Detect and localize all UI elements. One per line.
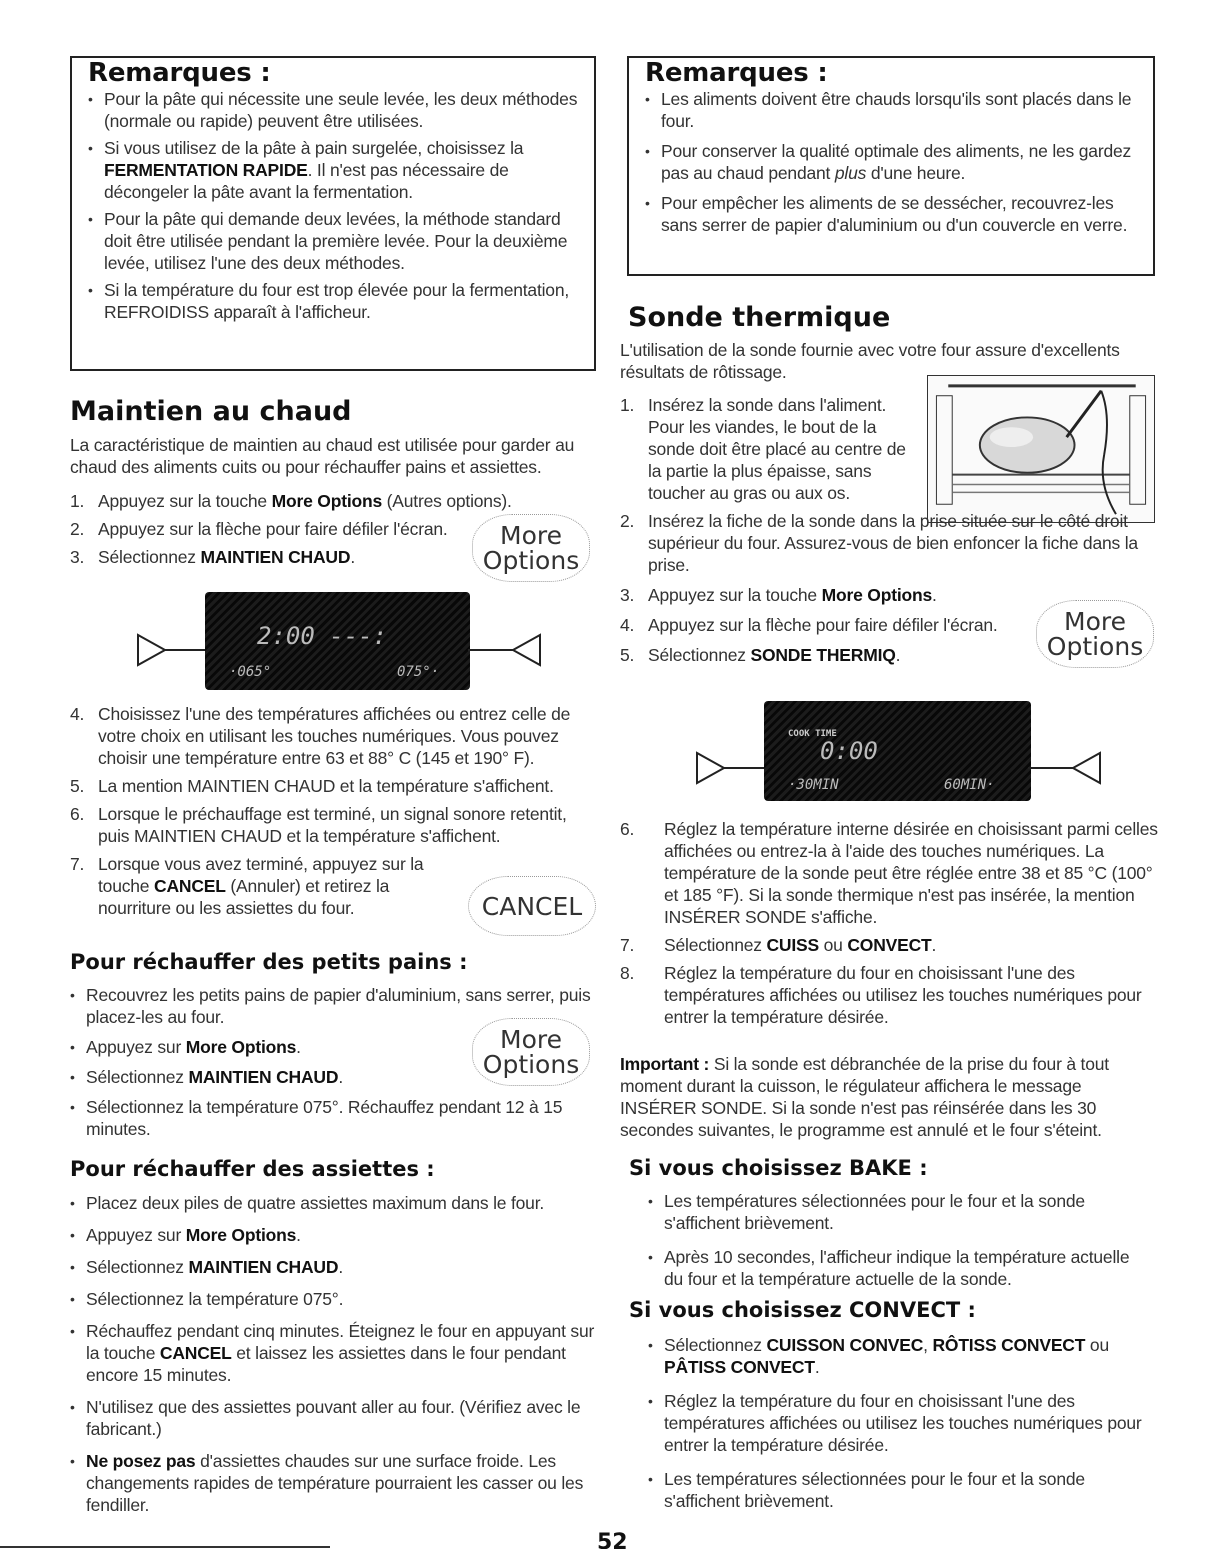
- list-item: 7. Lorsque vous avez terminé, appuyez sur la touche CANCEL (Annuler) et retirez la nourriture ou les assiettes du four.: [70, 854, 424, 918]
- key-label: Options: [482, 546, 580, 575]
- list-item: • Si la température du four est trop élevée pour la fermentation, REFROIDISS apparaît à l'afficheur.: [88, 279, 582, 323]
- right-notes-title: Remarques :: [645, 58, 828, 88]
- display-left-time: ·30MIN: [788, 777, 839, 793]
- oven-display: [205, 592, 470, 690]
- list-item: 7. Sélectionnez CUISS ou CONVECT.: [620, 935, 937, 955]
- list-item: 4. Choisissez l'une des températures affichées ou entrez celle de votre choix en utilisant les touches numériques. Vous pouvez choisir une température entre 63 et 88° C (145 et 190° F).: [70, 704, 571, 768]
- key-label: Options: [1046, 632, 1144, 661]
- important-note: Important : Si la sonde est débranchée de la prise du four à tout moment durant la cuisson, le régulateur affichera le message INSÉRER SONDE. Si la sonde n'est pas réinsérée dans les 30 secondes suivantes, le programme est annulé et le four s'éteint.: [620, 1054, 1109, 1140]
- display-left-temp: ·065°: [229, 664, 272, 680]
- right-arrow-icon: [468, 630, 543, 670]
- list-item: • Réchauffez pendant cinq minutes. Éteignez le four en appuyant sur la touche CANCEL et laissez les assiettes dans le four pendant encore 15 minutes.: [70, 1320, 600, 1386]
- left-arrow-icon: [135, 630, 210, 670]
- bake-title: Si vous choisissez BAKE :: [629, 1156, 928, 1180]
- maintien-steps-a: [70, 490, 512, 574]
- list-item: 6. Lorsque le préchauffage est terminé, un signal sonore retentit, puis MAINTIEN CHAUD et la température s'affichent.: [70, 804, 567, 846]
- key-label: More: [1064, 607, 1126, 636]
- list-item: 4. Appuyez sur la flèche pour faire défiler l'écran.: [620, 615, 998, 635]
- display-label: COOK TIME: [788, 729, 837, 739]
- list-item: • Pour empêcher les aliments de se dessécher, recouvrez-les sans serrer de papier d'aluminium ou d'un couvercle en verre.: [645, 192, 1141, 236]
- list-item: • Les températures sélectionnées pour le four et la sonde s'affichent brièvement.: [648, 1190, 1138, 1234]
- assiettes-title: Pour réchauffer des assiettes :: [70, 1157, 435, 1181]
- sonde-title: Sonde thermique: [628, 302, 891, 333]
- list-item: • Pour conserver la qualité optimale des aliments, ne les gardez pas au chaud pendant plus d'une heure.: [645, 140, 1141, 184]
- cancel-key[interactable]: CANCEL: [468, 876, 596, 936]
- right-notes-box: [627, 56, 1155, 276]
- bake-list: [648, 1190, 1138, 1295]
- more-options-key[interactable]: [472, 514, 590, 582]
- sonde-intro: L'utilisation de la sonde fournie avec votre four assure d'excellents résultats de rôtissage.: [620, 340, 1120, 382]
- convect-title: Si vous choisissez CONVECT :: [629, 1298, 976, 1322]
- list-item: • Les aliments doivent être chauds lorsqu'ils sont placés dans le four.: [645, 88, 1141, 132]
- page-number: 52: [597, 1530, 628, 1549]
- list-item: • Appuyez sur More Options.: [70, 1224, 600, 1246]
- list-item: • Pour la pâte qui nécessite une seule levée, les deux méthodes (normale ou rapide) peuvent être utilisées.: [88, 88, 582, 132]
- list-item: 3. Appuyez sur la touche More Options.: [620, 585, 937, 605]
- list-item: • Si vous utilisez de la pâte à pain surgelée, choisissez la FERMENTATION RAPIDE. Il n'est pas nécessaire de décongeler la pâte avant la fermentation.: [88, 137, 582, 203]
- display-right-temp: 075°·: [397, 664, 440, 680]
- left-arrow-icon: [694, 748, 769, 788]
- left-notes-title: Remarques :: [88, 58, 271, 88]
- display-time: 0:00: [820, 737, 878, 765]
- list-item: 5. Sélectionnez SONDE THERMIQ.: [620, 645, 901, 665]
- list-item: • Appuyez sur More Options.: [70, 1036, 595, 1058]
- list-item: • Après 10 secondes, l'afficheur indique la température actuelle du four et la température actuelle de la sonde.: [648, 1246, 1138, 1290]
- convect-list: [648, 1334, 1148, 1517]
- list-item: 1. Insérez la sonde dans l'aliment. Pour les viandes, le bout de la sonde doit être placé au centre de la partie la plus épaisse, sans toucher au gras ou aux os.: [620, 395, 906, 503]
- more-options-key[interactable]: [1036, 600, 1154, 668]
- maintien-title: Maintien au chaud: [70, 396, 352, 427]
- list-item: 8. Réglez la température du four en choisissant l'une des températures affichées ou utilisez les touches numériques pour entrer la température désirée.: [620, 963, 1142, 1027]
- list-item: • Sélectionnez la température 075°. Réchauffez pendant 12 à 15 minutes.: [70, 1096, 595, 1140]
- key-label: More: [500, 1025, 562, 1054]
- list-item: • Les températures sélectionnées pour le four et la sonde s'affichent brièvement.: [648, 1468, 1148, 1512]
- list-item: • Placez deux piles de quatre assiettes maximum dans le four.: [70, 1192, 600, 1214]
- list-item: 6. Réglez la température interne désirée en choisissant parmi celles affichées ou entrez-la à l'aide des touches numériques. La température de la sonde peut être réglée entre 38 et 85 °C (100° et 185 °F). Si la sonde thermique n'est pas insérée, la mention INSÉRER SONDE s'affiche.: [620, 819, 1158, 927]
- key-label: Options: [482, 1050, 580, 1079]
- list-item: • N'utilisez que des assiettes pouvant aller au four. (Vérifiez avec le fabricant.): [70, 1396, 600, 1440]
- display-right-time: 60MIN·: [944, 777, 995, 793]
- assiettes-list: [70, 1192, 600, 1521]
- list-item: • Sélectionnez la température 075°.: [70, 1288, 600, 1310]
- key-label: More: [500, 521, 562, 550]
- list-item: • Pour la pâte qui demande deux levées, la méthode standard doit être utilisée pendant la première levée. Pour la deuxième levée, utilisez l'une des deux méthodes.: [88, 208, 582, 274]
- list-item: 1. Appuyez sur la touche More Options (Autres options).: [70, 491, 512, 511]
- more-options-key[interactable]: [472, 1018, 590, 1086]
- left-notes-list: [88, 88, 582, 323]
- petits-pains-title: Pour réchauffer des petits pains :: [70, 950, 468, 974]
- list-item: 3. Sélectionnez MAINTIEN CHAUD.: [70, 547, 355, 567]
- sonde-steps-b: [620, 818, 1160, 1034]
- list-item: • Réglez la température du four en choisissant l'une des températures affichées ou utilisez les touches numériques pour entrer la température désirée.: [648, 1390, 1148, 1456]
- left-notes-box: [70, 56, 596, 371]
- maintien-intro: La caractéristique de maintien au chaud est utilisée pour garder au chaud des aliments cuits ou pour réchauffer pains et assiettes.: [70, 435, 575, 477]
- list-item: 5. La mention MAINTIEN CHAUD et la température s'affichent.: [70, 776, 554, 796]
- display-time: 2:00 ---:: [257, 622, 388, 650]
- list-item: • Sélectionnez MAINTIEN CHAUD.: [70, 1066, 595, 1088]
- right-arrow-icon: [1028, 748, 1103, 788]
- probe-display: [764, 701, 1031, 801]
- footer-rule: [0, 1546, 330, 1548]
- list-item: • Recouvrez les petits pains de papier d'aluminium, sans serrer, puis placez-les au four.: [70, 984, 595, 1028]
- list-item: • Sélectionnez CUISSON CONVEC, RÔTISS CONVECT ou PÂTISS CONVECT.: [648, 1334, 1148, 1378]
- list-item: 2. Insérez la fiche de la sonde dans la prise située sur le côté droit supérieur du four. Assurez-vous de bien enfoncer la fiche dans la prise.: [620, 511, 1138, 575]
- right-notes-list: [645, 88, 1141, 236]
- list-item: • Ne posez pas d'assiettes chaudes sur une surface froide. Les changements rapides de température pourraient les casser ou les fendiller.: [70, 1450, 600, 1516]
- list-item: • Sélectionnez MAINTIEN CHAUD.: [70, 1256, 600, 1278]
- list-item: 2. Appuyez sur la flèche pour faire défiler l'écran.: [70, 519, 448, 539]
